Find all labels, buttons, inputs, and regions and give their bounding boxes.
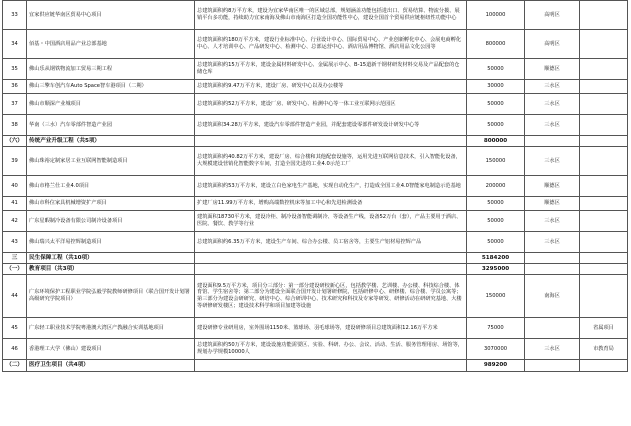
project-description	[195, 264, 467, 275]
section-row	[3, 264, 628, 275]
project-name: 佛山市顺深产业城项目	[27, 94, 195, 115]
project-name: 宜家供应链华南区贸易中心项目	[27, 1, 195, 30]
remark	[580, 264, 628, 275]
remark	[580, 59, 628, 80]
remark	[580, 360, 628, 372]
row-number: 37	[3, 94, 27, 115]
section-row	[3, 253, 628, 264]
row-number: 42	[3, 211, 27, 232]
project-name: 广东环境保护工程职业学院弘毅学院教师研修项目（联合国开发计划署高级研究学院项目）	[27, 275, 195, 318]
project-description	[195, 360, 467, 372]
table-row	[3, 232, 628, 253]
row-number: 45	[3, 318, 27, 339]
table-row	[3, 80, 628, 94]
table-row	[3, 275, 628, 318]
row-number: 36	[3, 80, 27, 94]
district: 三水区	[525, 115, 580, 136]
section-row	[3, 360, 628, 372]
table-row	[3, 59, 628, 80]
project-table	[2, 0, 628, 372]
investment-amount: 150000	[467, 147, 525, 176]
investment-amount: 50000	[467, 94, 525, 115]
row-number: （一）	[3, 264, 27, 275]
row-number: 44	[3, 275, 27, 318]
remark	[580, 275, 628, 318]
investment-amount: 50000	[467, 115, 525, 136]
row-number: 33	[3, 1, 27, 30]
district: 三水区	[525, 94, 580, 115]
project-description: 总建筑面积约53万平方米，建设立白色家电生产基地，实现自动化生产，打造成全国工业4.0智能家电制造示范基地	[195, 176, 467, 197]
project-description: 扩建厂房11.99万平方米，增购高端数控机床等加工中心和先进检测设备	[195, 197, 467, 211]
district	[525, 136, 580, 147]
project-name: 佛山瑞兴太平洋易控辉制造项目	[27, 232, 195, 253]
remark	[580, 94, 628, 115]
project-name: 教育项目（共3项）	[27, 264, 195, 275]
investment-amount: 150000	[467, 275, 525, 318]
row-number: （六）	[3, 136, 27, 147]
row-number: 34	[3, 30, 27, 59]
project-description: 建设研修专业研用房，室外围场1150米、篮球场、羽毛球场等，建设研修项目总建筑面积12.16万平方米	[195, 318, 467, 339]
remark	[580, 136, 628, 147]
district: 三水区	[525, 147, 580, 176]
table-row	[3, 176, 628, 197]
row-number: 39	[3, 147, 27, 176]
investment-amount: 5184200	[467, 253, 525, 264]
district: 三水区	[525, 211, 580, 232]
district: 三水区	[525, 232, 580, 253]
project-name: 佛山三擎车创汽车Auto Space智车港项目（二期）	[27, 80, 195, 94]
project-name: 民生保障工程（共10项）	[27, 253, 195, 264]
district: 三水区	[525, 80, 580, 94]
project-description: 总建筑面积约52万平方米，建设厂房、研发中心、检测中心等一体工业互联网示范园区	[195, 94, 467, 115]
remark	[580, 80, 628, 94]
table-row	[3, 339, 628, 360]
investment-amount: 50000	[467, 232, 525, 253]
district: 高明区	[525, 1, 580, 30]
investment-amount: 75000	[467, 318, 525, 339]
table-row	[3, 94, 628, 115]
project-description	[195, 253, 467, 264]
investment-amount: 800000	[467, 30, 525, 59]
table-row	[3, 211, 628, 232]
project-description: 建设面积9.5万平方米，项目分三部分：第一部分建设研校新心区，包括教学楼、艺训楼、办公楼、科技综合楼、体育馆、学生宿舍等；第二部分为建设全面联合国开发计划署研修院，包括研修中心、研修楼、综合楼、学员公寓等；第三部分为建设会研研究、研培中心、综合研训中心、技术研究和科技及专家等研发、研修活动在研研究基地、大楼等研修研发楼区；建设技术科学和项目加建等设施	[195, 275, 467, 318]
investment-amount: 989200	[467, 360, 525, 372]
district	[525, 253, 580, 264]
district	[525, 360, 580, 372]
district: 三水区	[525, 339, 580, 360]
district: 顺德区	[525, 176, 580, 197]
remark	[580, 115, 628, 136]
project-name: 佛山珠裕定制家居工业互联网智能制造项目	[27, 147, 195, 176]
project-description: 总建筑面积约50万平方米，建设设施功能需要区、实验、科研、办公、会议、活动、生活、服务管理用房、场馆等，规划办学规模10000人	[195, 339, 467, 360]
district: 顺德区	[525, 59, 580, 80]
investment-amount: 800000	[467, 136, 525, 147]
remark	[580, 253, 628, 264]
investment-amount: 100000	[467, 1, 525, 30]
row-number: 35	[3, 59, 27, 80]
remark: 省属项目	[580, 318, 628, 339]
row-number: 41	[3, 197, 27, 211]
investment-amount: 30000	[467, 80, 525, 94]
district	[525, 318, 580, 339]
project-name: 香港理工大学（佛山）建设项目	[27, 339, 195, 360]
district: 高明区	[525, 30, 580, 59]
table-body	[3, 1, 628, 372]
project-description: 总建筑面积约40.82万平方米，建设厂房、综合楼和其他配套设施等，运用先进互联网信息技术，引入智能化设备，大规模建设营销化智能数字车间，打造全国先进的工业4.0示范工厂	[195, 147, 467, 176]
remark	[580, 176, 628, 197]
project-name: 医疗卫生项目（共4项）	[27, 360, 195, 372]
project-description: 建筑面积18730平方米，建设冷柜、制冷设备智能调制冷、等设备生产线，设备52万台（套），产品主要用于酒店、医院、餐饮、教学等行业	[195, 211, 467, 232]
row-number: 40	[3, 176, 27, 197]
project-name: 佛山市科位家具机械增资扩产项目	[27, 197, 195, 211]
project-name: 广东轻工职业技术学院粤港澳大湾区产教融合实训基地项目	[27, 318, 195, 339]
row-number: 38	[3, 115, 27, 136]
investment-amount: 3070000	[467, 339, 525, 360]
table-row	[3, 318, 628, 339]
table-row	[3, 147, 628, 176]
row-number: （二）	[3, 360, 27, 372]
investment-amount: 50000	[467, 211, 525, 232]
remark	[580, 197, 628, 211]
table-row	[3, 30, 628, 59]
table-row	[3, 197, 628, 211]
project-name: 佛山乐从钢铁物流加工贸易三期工程	[27, 59, 195, 80]
project-description: 总建筑面积约9.47万平方米，建设厂房、研发中心以及办公楼等	[195, 80, 467, 94]
project-description	[195, 136, 467, 147]
table-row	[3, 1, 628, 30]
investment-amount: 50000	[467, 197, 525, 211]
investment-amount: 200000	[467, 176, 525, 197]
remark	[580, 147, 628, 176]
section-row	[3, 136, 628, 147]
remark	[580, 1, 628, 30]
remark	[580, 211, 628, 232]
remark	[580, 232, 628, 253]
project-name: 传统产业升级工程（共5项）	[27, 136, 195, 147]
row-number: 三	[3, 253, 27, 264]
district: 南海区	[525, 275, 580, 318]
project-description: 总建筑面积约15万平方米，建设金属材料研发中心、金属展示中心、B-15道新干钢材研发材料交易及产品配套的仓储仓库	[195, 59, 467, 80]
remark: 市教育局	[580, 339, 628, 360]
remark	[580, 30, 628, 59]
project-description: 总建筑面积34.28万平方米，建设汽车零部件智造产业园，并配套建设零部件研发设计研发中心等	[195, 115, 467, 136]
district: 顺德区	[525, 197, 580, 211]
district	[525, 264, 580, 275]
table-row	[3, 115, 628, 136]
investment-amount: 3295000	[467, 264, 525, 275]
project-name: 广东星暇制冷设备有限公司制冷设备项目	[27, 211, 195, 232]
project-name: 佰基・中国酒店用品产业总部基地	[27, 30, 195, 59]
project-name: 佛山市格兰仕工业4.0项目	[27, 176, 195, 197]
row-number: 46	[3, 339, 27, 360]
project-description: 总建筑面积约8万平方米，建设为宜家华南区唯一的区域总部，规划涵盖功能包括进出口、贸易结算、物流分拨、展销平台多功能，持续助力宜家南海及佛山市南海区打造全国功能性中心，建设全国首个贸易供应链枢纽性功能中心	[195, 1, 467, 30]
investment-amount: 50000	[467, 59, 525, 80]
project-description: 总建筑面积约6.35万平方米，建设生产车间、综合办公楼、员工宿舍等，主要生产铝材易控辉产品	[195, 232, 467, 253]
project-description: 总建筑面积约180万平方米，建设行业标准中心、行业设计中心、国际贸易中心、产业创新孵化中心、会展电商孵化中心、人才培训中心、产品研发中心、检测中心、总部运营中心、酒店用品博物馆、酒店用品文化公园等	[195, 30, 467, 59]
project-name: 华南（三水）汽车零部件智造产业园	[27, 115, 195, 136]
row-number: 43	[3, 232, 27, 253]
